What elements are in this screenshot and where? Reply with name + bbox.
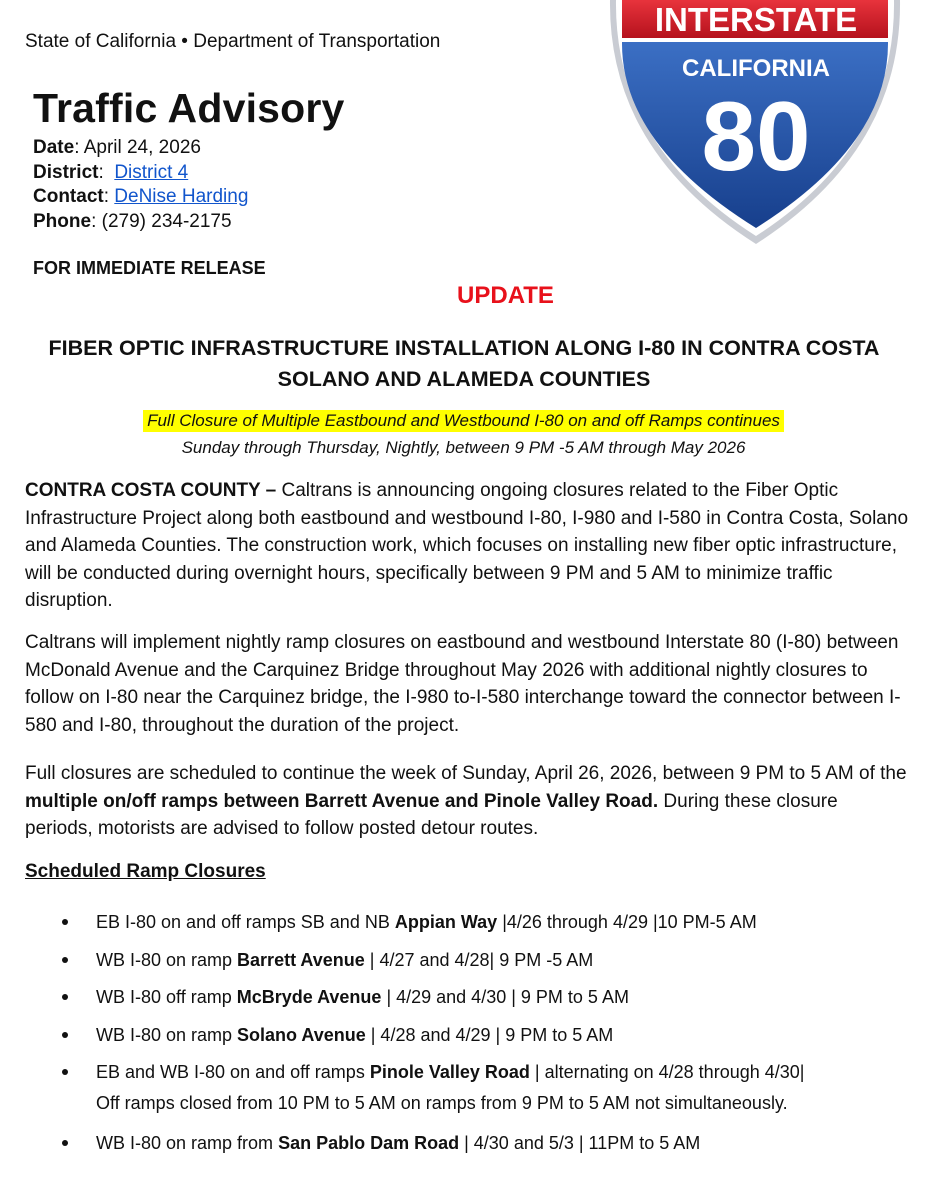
closure-text: WB I-80 on ramp <box>96 1024 238 1045</box>
paragraph-3 <box>25 760 910 843</box>
closure-text: WB I-80 on ramp <box>96 949 238 970</box>
paragraph-3-a: Full closures are scheduled to continue the week of Sunday, April 26, 2026, between 9 PM to 5 AM of the <box>25 763 907 784</box>
closure-text: WB I-80 off ramp <box>96 987 237 1007</box>
shield-state-text: CALIFORNIA <box>682 55 830 82</box>
date-label: Date <box>33 137 75 158</box>
paragraph-3-c: During these closure periods, motorists are advised to follow posted detour routes. <box>25 790 838 839</box>
headline: FIBER OPTIC INFRASTRUCTURE INSTALLATION ALONG I-80 IN CONTRA COSTA SOLANO AND ALAMEDA COUNTIES <box>48 336 880 391</box>
schedule-subline: Sunday through Thursday, Nightly, between 9 PM -5 AM through May 2026 <box>181 438 746 457</box>
contact-label: Contact <box>33 186 104 207</box>
shield-number-text: 80 <box>701 81 811 191</box>
contact-row: Contact: DeNise Harding <box>33 186 249 207</box>
department-line: State of California • Department of Transportation <box>25 31 441 52</box>
closure-dates: | 4/27 and 4/28| 9 PM -5 AM <box>364 949 594 970</box>
closure-location: San Pablo Dam Road <box>278 1133 460 1153</box>
bullet-icon <box>62 1032 68 1038</box>
list-item <box>0 946 927 974</box>
release-label: FOR IMMEDIATE RELEASE <box>33 258 266 278</box>
closure-dates: | alternating on 4/28 through 4/30| <box>529 1062 805 1082</box>
schedule-heading: Scheduled Ramp Closures <box>25 861 266 882</box>
closure-dates: | 4/30 and 5/3 | 11PM to 5 AM <box>459 1133 701 1153</box>
update-label: UPDATE <box>457 282 554 309</box>
paragraph-1-body: Caltrans is announcing ongoing closures related to the Fiber Optic Infrastructure Project along both eastbound and westbound I-80, I-980 and I-580 in Contra Costa, Solano and Alameda Counties. The construction work, which focuses on installing new fiber optic infrastructure, will be conducted during overnight hours, specifically between 9 PM and 5 AM to minimize traffic disruption. <box>25 480 909 611</box>
advisory-meta <box>33 136 248 234</box>
list-item <box>0 1021 927 1049</box>
closure-location: McBryde Avenue <box>236 987 382 1007</box>
closure-list <box>0 908 927 1167</box>
list-item <box>0 983 927 1011</box>
bullet-icon <box>62 994 68 1000</box>
closure-dates: | 4/28 and 4/29 | 9 PM to 5 AM <box>365 1024 614 1045</box>
paragraph-2: Caltrans will implement nightly ramp closures on eastbound and westbound Interstate 80 (I-80) between McDonald Avenue and the Carquinez Bridge throughout May 2026 with additional nightly closures to follow on I-80 near the Carquinez bridge, the I-980 to-I-580 interchange toward the connector between I-580 and I-80, throughout the duration of the project. <box>25 632 901 736</box>
closure-dates: | 4/29 and 4/30 | 9 PM to 5 AM <box>381 987 629 1007</box>
phone-row: Phone: (279) 234-2175 <box>33 210 232 232</box>
district-label: District <box>33 161 99 183</box>
interstate-80-shield-logo <box>608 0 902 246</box>
shield-interstate-text: INTERSTATE <box>654 1 858 38</box>
bullet-icon <box>62 919 68 925</box>
phone-label: Phone <box>33 210 92 232</box>
closure-location: Appian Way <box>394 912 498 932</box>
bullet-icon <box>62 1069 68 1075</box>
closure-text: EB and WB I-80 on and off ramps <box>96 1062 370 1082</box>
date-value: April 24, 2026 <box>83 137 201 158</box>
phone-value: (279) 234-2175 <box>101 210 232 232</box>
closure-location: Pinole Valley Road <box>369 1062 530 1082</box>
paragraph-1 <box>25 477 910 615</box>
closure-dates: |4/26 through 4/29 |10 PM-5 AM <box>497 912 757 932</box>
closure-text: EB I-80 on and off ramps SB and NB <box>96 912 395 932</box>
district-row: District: District 4 <box>33 161 189 183</box>
highlight-notice: Full Closure of Multiple Eastbound and Westbound I-80 on and off Ramps continues <box>143 410 784 432</box>
bullet-icon <box>62 957 68 963</box>
closure-location: Solano Avenue <box>237 1024 366 1045</box>
paragraph-1-lead: CONTRA COSTA COUNTY – <box>25 480 277 501</box>
list-item <box>0 1058 927 1121</box>
page-title: Traffic Advisory <box>33 85 345 131</box>
bullet-icon <box>62 1140 68 1146</box>
closure-location: Barrett Avenue <box>237 949 365 970</box>
date-row: Date: April 24, 2026 <box>33 137 201 158</box>
list-item <box>0 1129 927 1157</box>
contact-link[interactable]: DeNise Harding <box>114 186 249 207</box>
highlight-wrap <box>0 410 927 432</box>
list-item <box>0 908 927 936</box>
closure-note: Off ramps closed from 10 PM to 5 AM on ramps from 9 PM to 5 AM not simultaneously. <box>96 1093 788 1113</box>
paragraph-3-bold: multiple on/off ramps between Barrett Avenue and Pinole Valley Road. <box>25 790 659 812</box>
closure-text: WB I-80 on ramp from <box>96 1133 279 1153</box>
district-link[interactable]: District 4 <box>114 161 189 183</box>
